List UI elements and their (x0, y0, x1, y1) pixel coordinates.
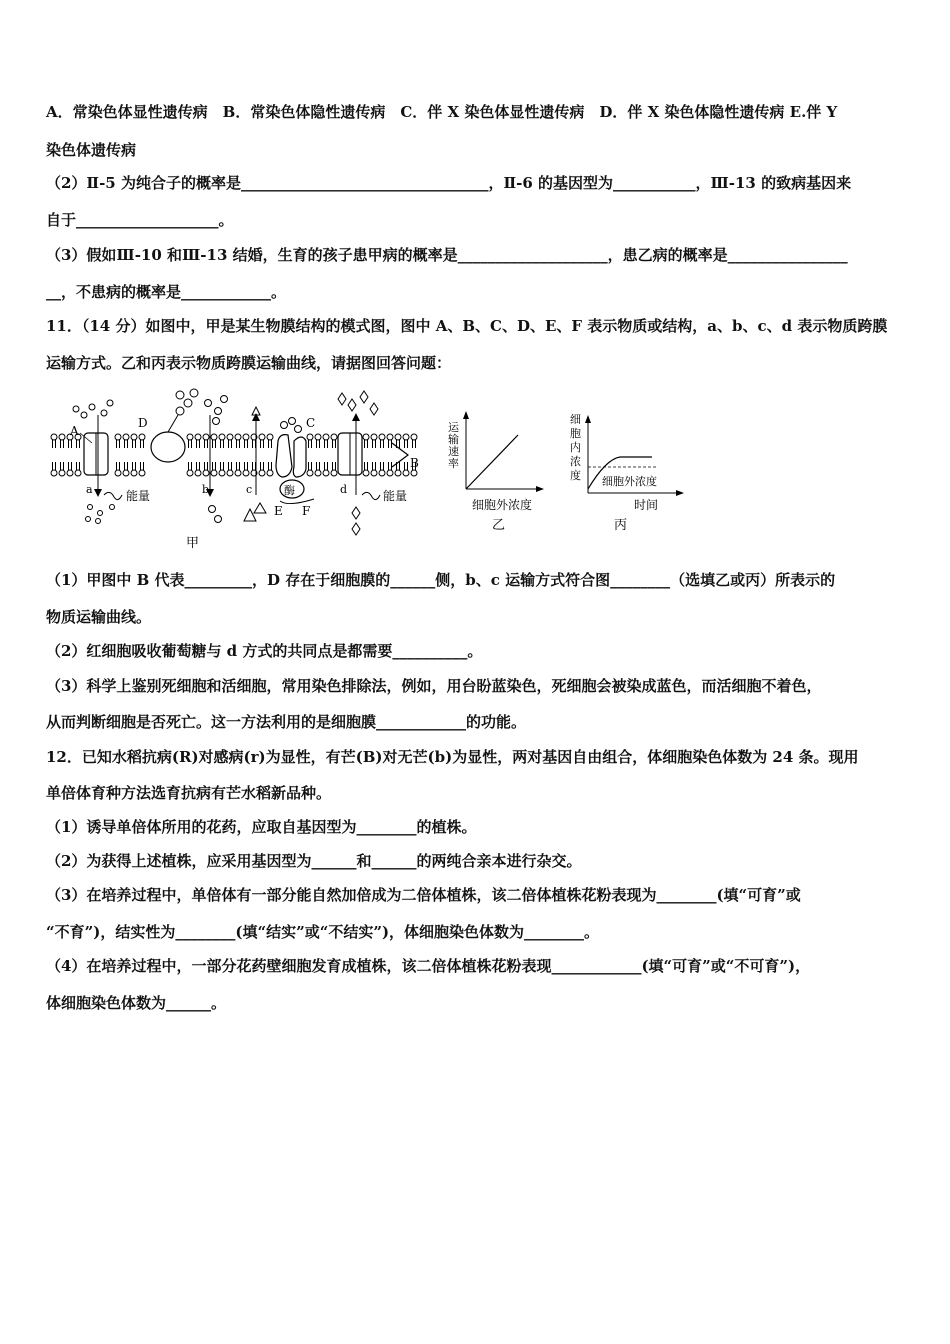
bing-curve-label: 细胞外浓度 (602, 475, 657, 488)
q11-part1-line1: （1）甲图中 B 代表_________，D 存在于细胞膜的______侧，b、c 运输方式符合图________（选填乙或丙）所表示的 (46, 571, 836, 589)
bing-ylabel-0: 细 (570, 413, 581, 426)
caption-jia: 甲 (186, 536, 200, 551)
label-a-lower: a (86, 483, 93, 496)
label-d: D (138, 416, 148, 430)
label-a-upper: A (70, 424, 79, 438)
q12-part3-line1: （3）在培养过程中，单倍体有一部分能自然加倍成为二倍体植株，该二倍体植株花粉表现为________(填“可育”或 (46, 886, 801, 904)
label-e: E (274, 504, 283, 518)
q12-stem-line2: 单倍体育种方法选育抗病有芒水稻新品种。 (46, 784, 332, 802)
energy-label-right: 能量 (383, 489, 408, 503)
glycoprotein-d (151, 432, 185, 462)
graph-bing (570, 413, 684, 533)
yi-ylabel-2: 速 (448, 445, 459, 458)
cell-membrane-diagram (51, 389, 419, 551)
label-c-upper: C (306, 416, 316, 430)
bing-ylabel-2: 内 (570, 441, 581, 454)
q10-options-line1: A．常染色体显性遗传病 B．常染色体隐性遗传病 C．伴 X 染色体显性遗传病 D．伴 X 染色体隐性遗传病 E.伴 Y (46, 103, 838, 121)
yi-ylabel-1: 输 (448, 433, 459, 446)
membrane-transport-figure (40, 385, 740, 555)
enzyme-label: 酶 (284, 484, 295, 497)
yi-xlabel: 细胞外浓度 (472, 498, 533, 512)
q10-part2-line2: 自于___________________。 (46, 211, 234, 229)
q11-stem-line2: 运输方式。乙和丙表示物质跨膜运输曲线，请据图回答问题： (46, 354, 452, 372)
q11-part3-line1: （3）科学上鉴别死细胞和活细胞，常用染色排除法，例如，用台盼蓝染色，死细胞会被染成蓝色，而活细胞不着色， (46, 677, 822, 695)
q10-part3-line1: （3）假如Ⅲ-10 和Ⅲ-13 结婚，生育的孩子患甲病的概率是____________________，患乙病的概率是________________ (46, 246, 848, 264)
label-b-upper: B (410, 456, 419, 470)
q12-stem-line1: 12．已知水稻抗病(R)对感病(r)为显性，有芒(B)对无芒(b)为显性，两对基因自由组合，体细胞染色体数为 24 条。现用 (46, 748, 859, 766)
q12-part2: （2）为获得上述植株，应采用基因型为______和______的两纯合亲本进行杂交。 (46, 852, 582, 870)
caption-yi: 乙 (492, 518, 506, 533)
label-d-lower: d (340, 483, 348, 496)
q10-part3-line2: __，不患病的概率是____________。 (46, 283, 287, 301)
carrier-protein (276, 435, 306, 477)
q10-options-line2: 染色体遗传病 (46, 141, 137, 159)
bing-ylabel-3: 浓 (570, 455, 581, 468)
q12-part4-line1: （4）在培养过程中，一部分花药壁细胞发育成植株，该二倍体植株花粉表现____________(填“可育”或“不可育”)， (46, 957, 811, 975)
yi-ylabel-0: 运 (448, 421, 459, 434)
label-f: F (302, 504, 311, 518)
q11-part1-line2: 物质运输曲线。 (46, 608, 152, 626)
q10-part2-line1: （2）Ⅱ-5 为纯合子的概率是_________________________________，Ⅱ-6 的基因型为___________，Ⅲ-13 的致病基因来 (46, 174, 852, 192)
caption-bing: 丙 (614, 518, 628, 533)
q12-part3-line2: “不育”)，结实性为________(填“结实”或“不结实”)，体细胞染色体数为________。 (46, 923, 600, 941)
q11-stem-line1: 11．（14 分）如图中，甲是某生物膜结构的模式图，图中 A、B、C、D、E、F 表示物质或结构，a、b、c、d 表示物质跨膜 (46, 317, 888, 335)
bing-ylabel-4: 度 (570, 469, 581, 482)
q11-part3-line2: 从而判断细胞是否死亡。这一方法利用的是细胞膜____________的功能。 (46, 713, 527, 731)
q11-part2: （2）红细胞吸收葡萄糖与 d 方式的共同点是都需要__________。 (46, 642, 483, 660)
bing-xlabel: 时间 (634, 498, 659, 512)
graph-yi (448, 411, 544, 533)
q12-part1: （1）诱导单倍体所用的花药，应取自基因型为________的植株。 (46, 818, 477, 836)
label-b-lower: b (202, 483, 210, 496)
q12-part4-line2: 体细胞染色体数为______。 (46, 994, 227, 1012)
bing-ylabel-1: 胞 (570, 427, 581, 440)
yi-curve (466, 435, 518, 489)
label-c-lower: c (246, 483, 253, 496)
yi-ylabel-3: 率 (448, 457, 459, 470)
energy-label-left: 能量 (126, 489, 151, 503)
